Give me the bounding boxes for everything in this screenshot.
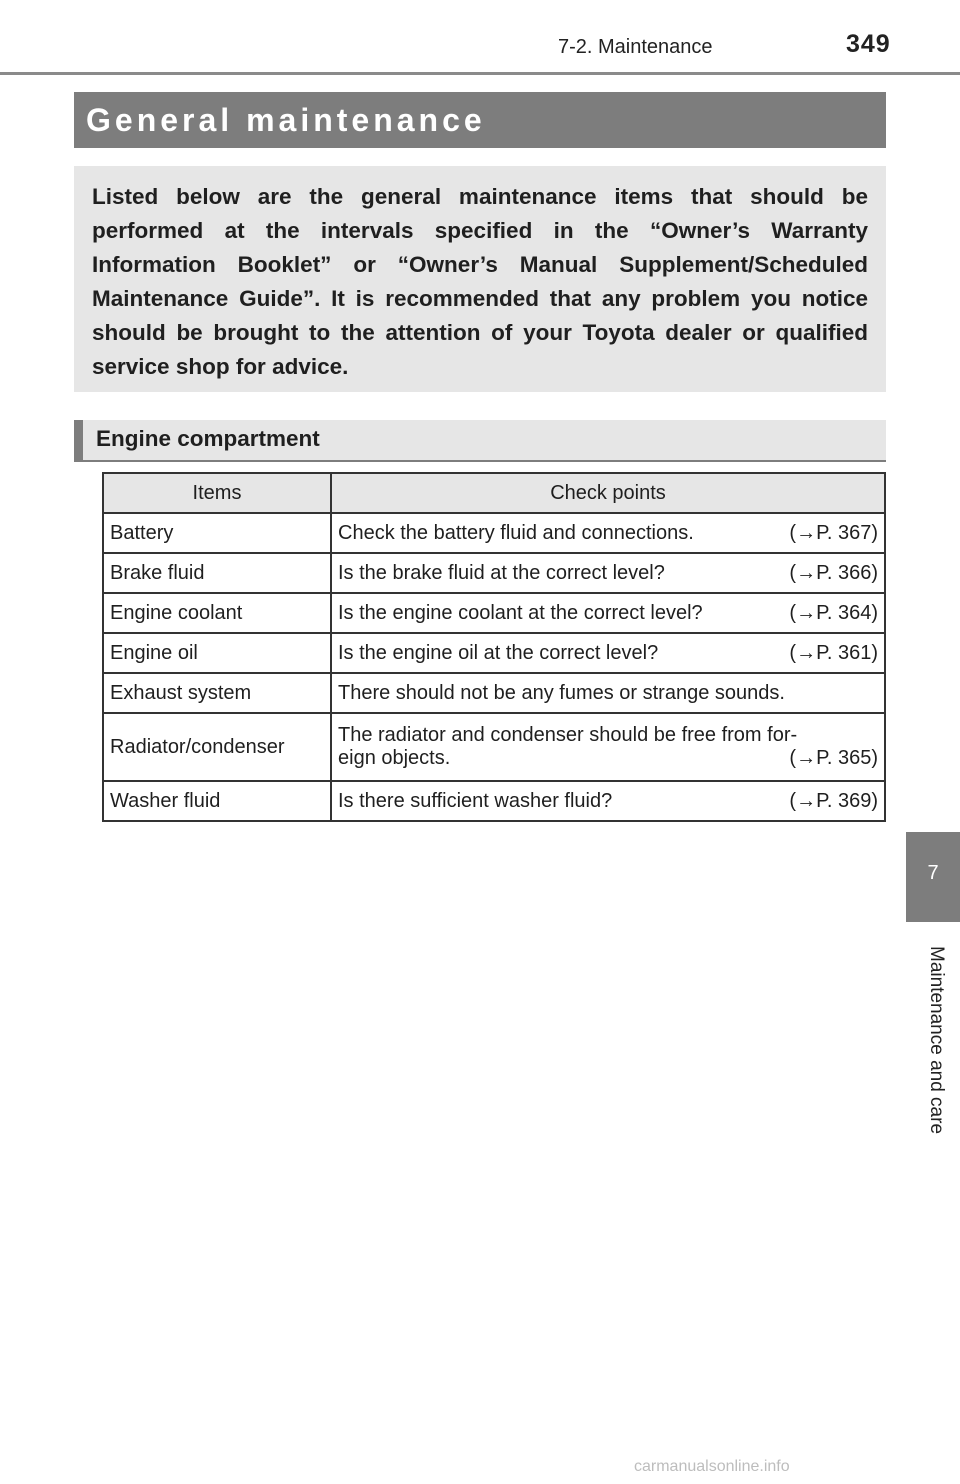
- check-text: The radiator and condenser should be free from for-: [338, 724, 798, 746]
- subheading-accent: [74, 420, 83, 460]
- item-cell: Radiator/condenser: [103, 713, 331, 781]
- item-cell: Washer fluid: [103, 781, 331, 821]
- page-reference: (→P. 365): [789, 747, 878, 769]
- watermark: carmanualsonline.info: [634, 1458, 790, 1475]
- check-text: Is the engine coolant at the correct level?: [338, 601, 703, 624]
- table-row: [103, 513, 885, 553]
- page-reference: (→P. 369): [789, 789, 878, 812]
- chapter-tab: [906, 832, 960, 922]
- check-cell: [331, 713, 885, 781]
- subheading-bar: [74, 420, 886, 462]
- subheading: Engine compartment: [96, 426, 320, 451]
- intro-text: Listed below are the general maintenance items that should be performed at the intervals specified in the “Owner’s Warranty Information Booklet” or “Owner’s Manual Supplement/Scheduled Maintenance Guide”. It is recommended that any problem you notice should be brought to the attention of your Toyota dealer or qualified service shop for advice.: [92, 184, 868, 379]
- table-row: [103, 633, 885, 673]
- column-header-check-points: Check points: [331, 473, 885, 513]
- title-banner: [74, 92, 886, 148]
- page-reference: (→P. 361): [789, 641, 878, 664]
- check-cell: [331, 593, 885, 633]
- table-row: [103, 713, 885, 781]
- check-cell: [331, 633, 885, 673]
- page-reference: (→P. 364): [789, 601, 878, 624]
- table-row: [103, 673, 885, 713]
- check-cell: [331, 513, 885, 553]
- maintenance-table: [102, 472, 886, 822]
- item-cell: Engine oil: [103, 633, 331, 673]
- item-cell: Engine coolant: [103, 593, 331, 633]
- page-reference: (→P. 367): [789, 521, 878, 544]
- chapter-label: Maintenance and care: [926, 945, 947, 1135]
- table-row: [103, 593, 885, 633]
- page-title: General maintenance: [86, 102, 486, 138]
- page-number: 349: [846, 30, 891, 58]
- item-cell: Exhaust system: [103, 673, 331, 713]
- item-cell: Brake fluid: [103, 553, 331, 593]
- table-row: [103, 781, 885, 821]
- check-text: Is there sufficient washer fluid?: [338, 789, 613, 812]
- check-text: Is the brake fluid at the correct level?: [338, 561, 665, 584]
- column-header-items: Items: [103, 473, 331, 513]
- check-cell: There should not be any fumes or strange sounds.: [331, 673, 885, 713]
- check-cell: [331, 781, 885, 821]
- chapter-number: 7: [927, 862, 939, 884]
- section-header: 7-2. Maintenance: [558, 36, 713, 58]
- intro-box: [74, 166, 886, 392]
- check-cell: [331, 553, 885, 593]
- page-reference: (→P. 366): [789, 561, 878, 584]
- table-header-row: [103, 473, 885, 513]
- table-row: [103, 553, 885, 593]
- check-text-continued: eign objects.: [338, 747, 451, 769]
- item-cell: Battery: [103, 513, 331, 553]
- header-divider: [0, 72, 960, 75]
- check-text: Is the engine oil at the correct level?: [338, 641, 659, 664]
- check-text: Check the battery fluid and connections.: [338, 521, 694, 544]
